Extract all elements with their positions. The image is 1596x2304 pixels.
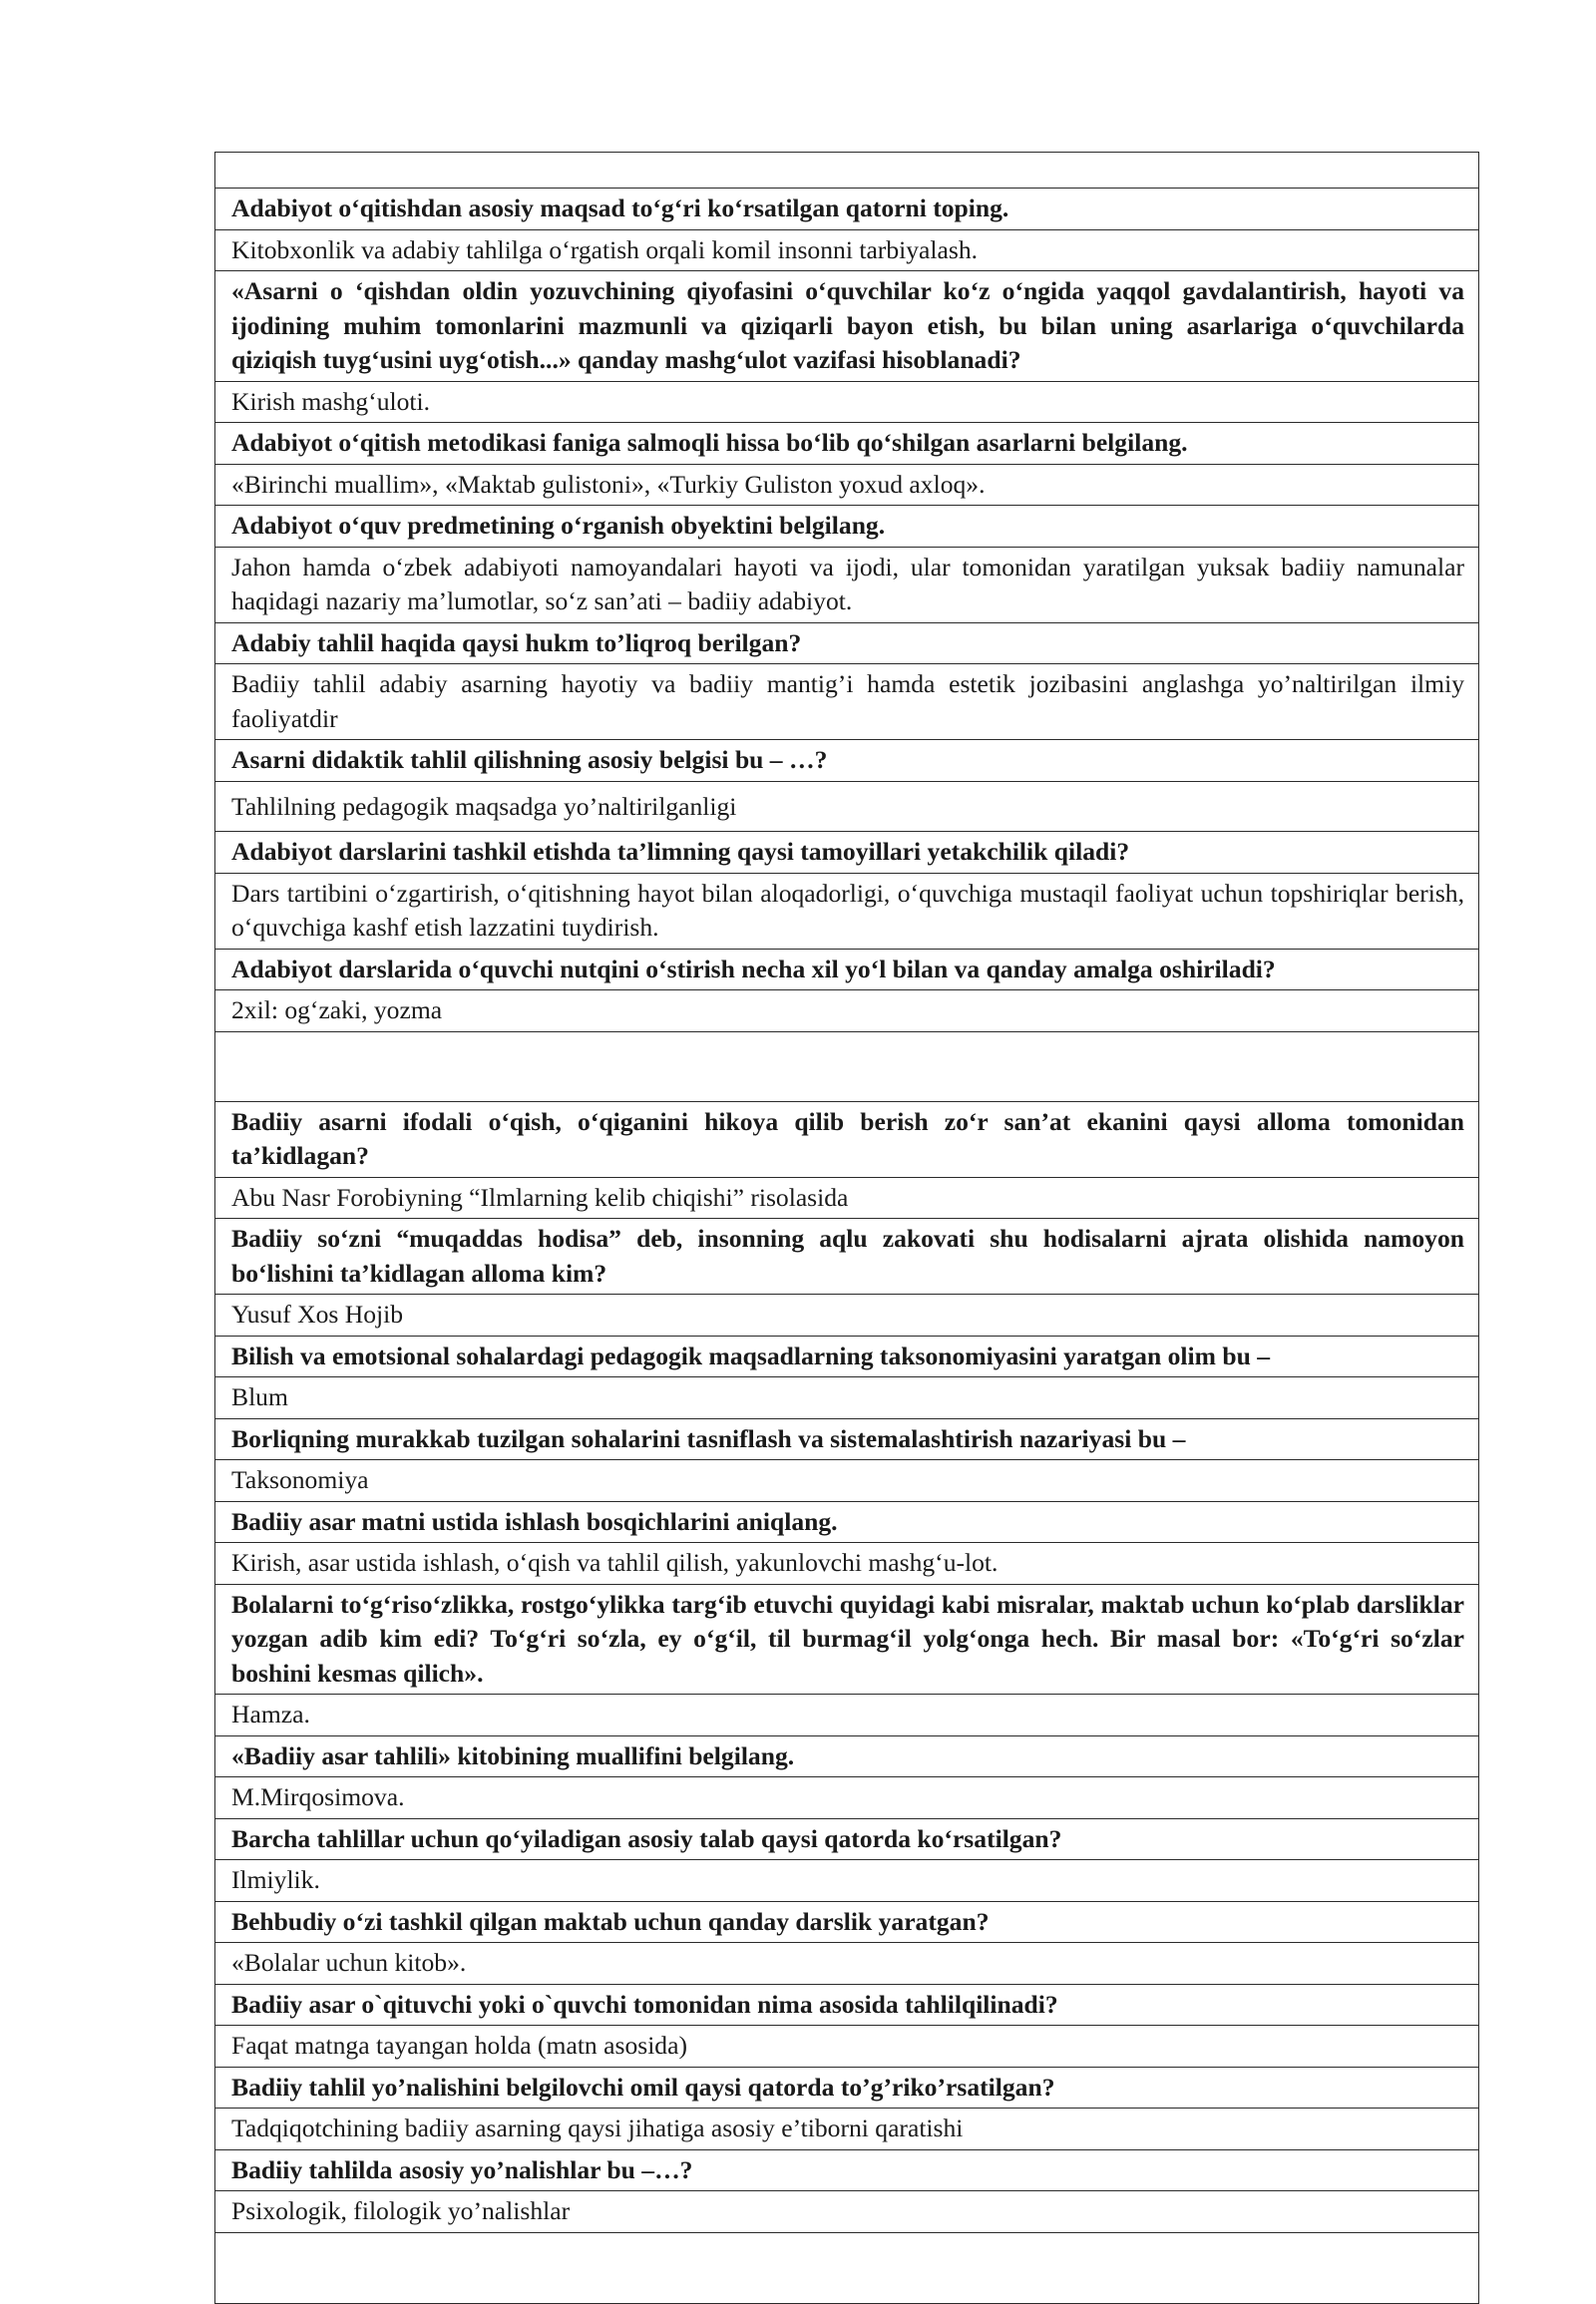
empty-row	[215, 153, 1478, 189]
question-row: Bolalarni to‘g‘riso‘zlikka, rostgo‘ylikka targ‘ib etuvchi quyidagi kabi misralar, maktab uchun ko‘plab darsliklar yozgan adib kim edi? To‘g‘ri so‘zla, ey o‘g‘il, til burmag‘il yolg‘onga hech. Bir masal bor: «To‘g‘ri so‘zlar boshini kesmas qilich».	[215, 1585, 1478, 1696]
answer-row: Hamza.	[215, 1695, 1478, 1736]
answer-row: «Birinchi muallim», «Maktab gulistoni», «Turkiy Guliston yoxud axloq».	[215, 465, 1478, 507]
question-row: Adabiyot o‘qitishdan asosiy maqsad to‘g‘ri ko‘rsatilgan qatorni toping.	[215, 189, 1478, 230]
question-row: Adabiy tahlil haqida qaysi hukm to’liqroq berilgan?	[215, 623, 1478, 665]
answer-row: Kirish mashg‘uloti.	[215, 382, 1478, 424]
answer-row: Blum	[215, 1377, 1478, 1419]
question-row: Badiiy asar o`qituvchi yoki o`quvchi tomonidan nima asosida tahlilqilinadi?	[215, 1985, 1478, 2027]
question-row: Badiiy tahlil yo’nalishini belgilovchi omil qaysi qatorda to’g’riko’rsatilgan?	[215, 2068, 1478, 2110]
question-row: «Badiiy asar tahlili» kitobining muallifini belgilang.	[215, 1736, 1478, 1778]
answer-row: Yusuf Xos Hojib	[215, 1295, 1478, 1337]
question-row: Borliqning murakkab tuzilgan sohalarini tasniflash va sistemalashtirish nazariyasi bu –	[215, 1419, 1478, 1461]
answer-row: Tadqiqotchining badiiy asarning qaysi jihatiga asosiy e’tiborni qaratishi	[215, 2109, 1478, 2150]
question-row: Barcha tahlillar uchun qo‘yiladigan asosiy talab qaysi qatorda ko‘rsatilgan?	[215, 1819, 1478, 1861]
question-row: Badiiy tahlilda asosiy yo’nalishlar bu –…?	[215, 2150, 1478, 2192]
question-row: Adabiyot o‘quv predmetining o‘rganish obyektini belgilang.	[215, 506, 1478, 548]
question-row: Bilish va emotsional sohalardagi pedagogik maqsadlarning taksonomiyasini yaratgan olim bu –	[215, 1337, 1478, 1378]
question-row: Adabiyot darslarini tashkil etishda ta’limning qaysi tamoyillari yetakchilik qiladi?	[215, 832, 1478, 874]
question-row: «Asarni o ‘qishdan oldin yozuvchining qiyofasini o‘quvchilar ko‘z o‘ngida yaqqol gavdalantirish, hayoti va ijodining muhim tomonlarini mazmunli va qiziqarli bayon etish, bu bilan uning asarlariga o‘quvchilarda qiziqish tuyg‘usini uyg‘otish...» qanday mashg‘ulot vazifasi hisoblanadi?	[215, 271, 1478, 382]
answer-row: Kirish, asar ustida ishlash, o‘qish va tahlil qilish, yakunlovchi mashg‘u-lot.	[215, 1543, 1478, 1585]
answer-row: «Bolalar uchun kitob».	[215, 1943, 1478, 1985]
answer-row: M.Mirqosimova.	[215, 1777, 1478, 1819]
question-answer-table	[214, 152, 1479, 2304]
empty-row	[215, 1032, 1478, 1102]
question-row: Badiiy so‘zni “muqaddas hodisa” deb, insonning aqlu zakovati shu hodisalarni ajrata olishida namoyon bo‘lishini ta’kidlagan alloma kim?	[215, 1219, 1478, 1295]
answer-row: Ilmiylik.	[215, 1860, 1478, 1902]
answer-row: Psixologik, filologik yo’nalishlar	[215, 2191, 1478, 2233]
question-row: Adabiyot darslarida o‘quvchi nutqini o‘stirish necha xil yo‘l bilan va qanday amalga oshiriladi?	[215, 950, 1478, 991]
answer-row: Taksonomiya	[215, 1460, 1478, 1502]
answer-row: Dars tartibini o‘zgartirish, o‘qitishning hayot bilan aloqadorligi, o‘quvchiga mustaqil faoliyat uchun topshiriqlar berish, o‘quvchiga kashf etish lazzatini tuydirish.	[215, 874, 1478, 950]
answer-row: Badiiy tahlil adabiy asarning hayotiy va badiiy mantig’i hamda estetik jozibasini anglashga yo’naltirilgan ilmiy faoliyatdir	[215, 664, 1478, 740]
answer-row: Kitobxonlik va adabiy tahlilga o‘rgatish orqali komil insonni tarbiyalash.	[215, 230, 1478, 272]
answer-row: Tahlilning pedagogik maqsadga yo’naltirilganligi	[215, 782, 1478, 833]
empty-row	[215, 2233, 1478, 2303]
question-row: Adabiyot o‘qitish metodikasi faniga salmoqli hissa bo‘lib qo‘shilgan asarlarni belgilang.	[215, 423, 1478, 465]
answer-row: 2xil: og‘zaki, yozma	[215, 990, 1478, 1032]
answer-row: Jahon hamda o‘zbek adabiyoti namoyandalari hayoti va ijodi, ular tomonidan yaratilgan yuksak badiiy namunalar haqidagi nazariy ma’lumotlar, so‘z san’ati – badiiy adabiyot.	[215, 548, 1478, 623]
question-row: Behbudiy o‘zi tashkil qilgan maktab uchun qanday darslik yaratgan?	[215, 1902, 1478, 1944]
answer-row: Abu Nasr Forobiyning “Ilmlarning kelib chiqishi” risolasida	[215, 1178, 1478, 1220]
answer-row: Faqat matnga tayangan holda (matn asosida)	[215, 2026, 1478, 2068]
question-row: Badiiy asar matni ustida ishlash bosqichlarini aniqlang.	[215, 1502, 1478, 1544]
question-row: Asarni didaktik tahlil qilishning asosiy belgisi bu – …?	[215, 740, 1478, 782]
question-row: Badiiy asarni ifodali o‘qish, o‘qiganini hikoya qilib berish zo‘r san’at ekanini qaysi alloma tomonidan ta’kidlagan?	[215, 1102, 1478, 1178]
